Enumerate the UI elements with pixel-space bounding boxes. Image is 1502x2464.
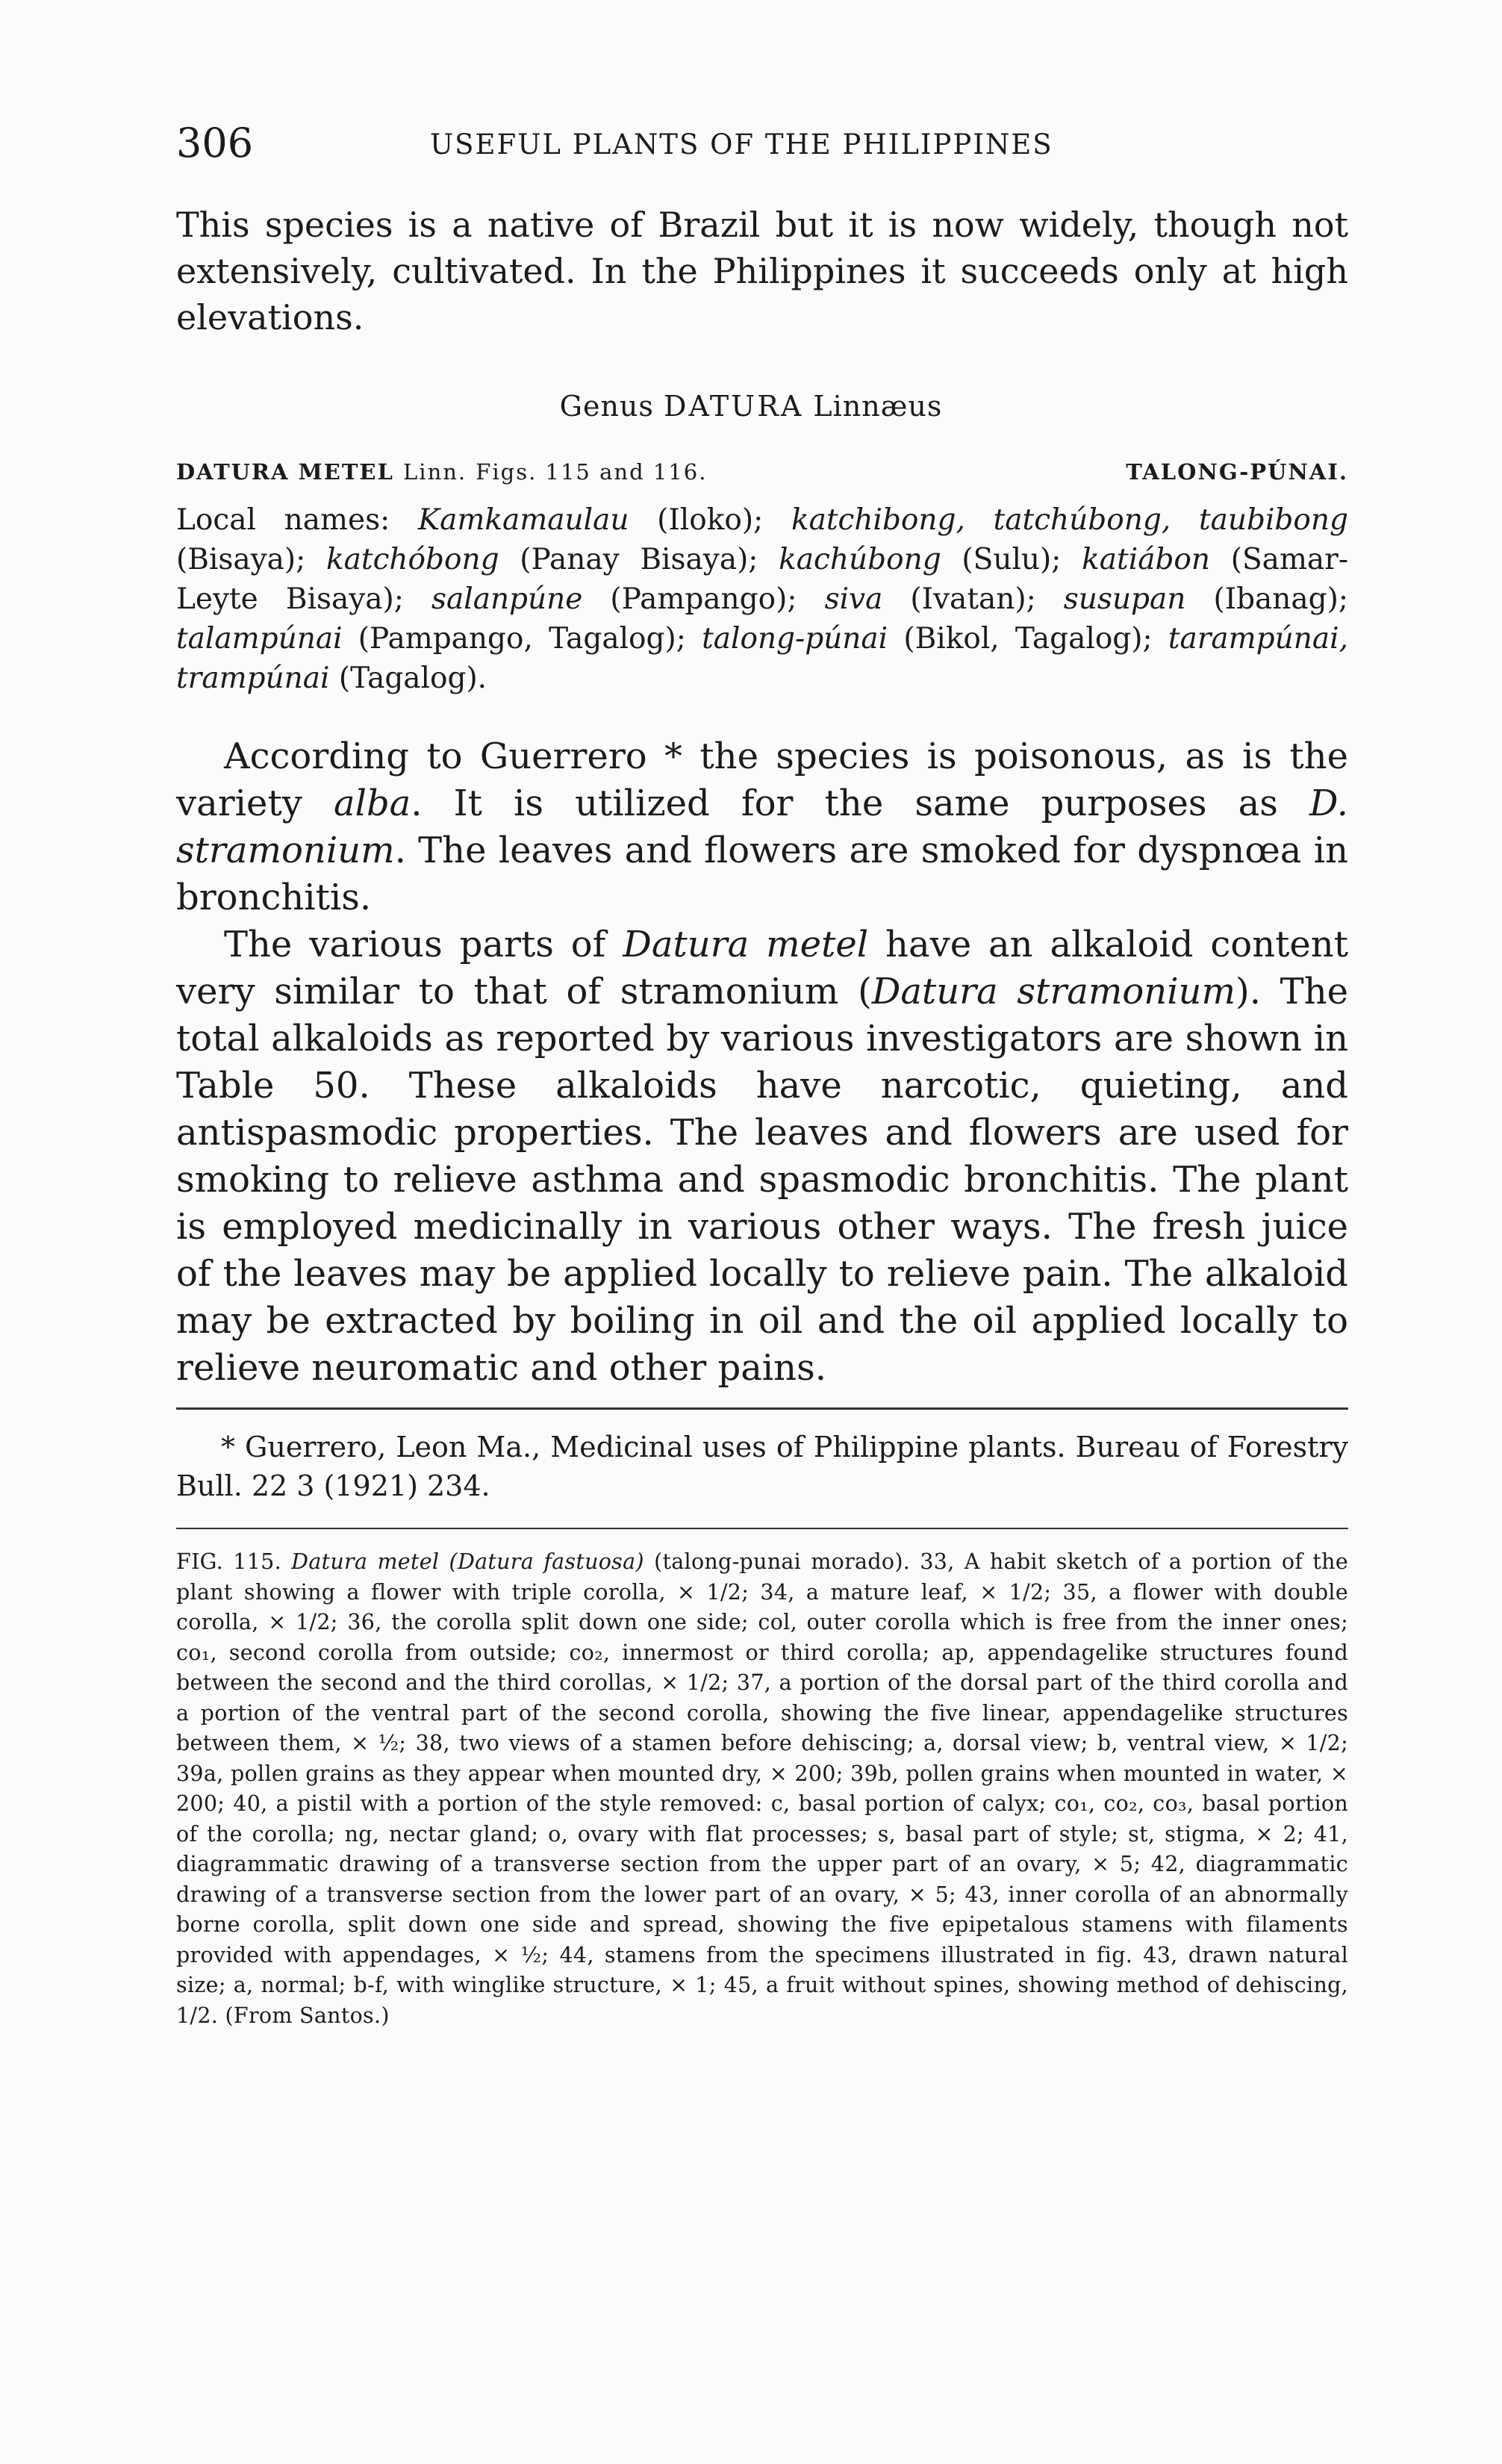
local-name: kachúbong — [779, 543, 941, 576]
caption-species: Datura metel — [291, 1549, 440, 1574]
italic-run: Datura stramonium — [871, 971, 1235, 1012]
figure-caption — [176, 1547, 1348, 2031]
local-name-region: (Tagalog). — [329, 662, 487, 695]
text-run: have an alkaloid content very similar to that of stramonium ( — [176, 924, 1349, 1012]
local-name: katchóbong — [326, 543, 499, 576]
local-name: siva — [824, 582, 883, 616]
genus-author: Linnæus — [813, 390, 943, 423]
text-run: The various parts of — [224, 924, 623, 965]
local-name-region: (Panay Bisaya); — [499, 543, 758, 576]
species-name: DATURA METEL — [176, 459, 394, 485]
text-run: the species is poisonous, as is the variety — [176, 735, 1349, 824]
italic-run: D. stramonium — [176, 783, 1349, 871]
caption-divider — [176, 1528, 1348, 1529]
main-text — [176, 733, 1348, 1392]
local-name: salanpúne — [431, 582, 583, 616]
local-name-region: (Sulu); — [941, 543, 1062, 576]
species-heading — [176, 459, 1348, 497]
italic-run: alba — [333, 783, 411, 824]
local-name: susupan — [1063, 582, 1186, 616]
local-name: katchibong, tatchúbong, taubibong — [791, 503, 1348, 537]
text-run: ). The total alkaloids as reported by various investigators are shown in Table 50. These alkaloids have narcotic, quieting, and antispasmodic properties. The leaves and flowers are used for smoking to relieve asthma and spasmodic bronchitis. The plant is employed medicinally in various other ways. The fresh juice of the leaves may be applied locally to relieve pain. The alkaloid may be extracted by boiling in oil and the oil applied locally to relieve neuromatic and other pains. — [176, 971, 1349, 1389]
running-title: USEFUL PLANTS OF THE PHILIPPINES — [430, 128, 1053, 161]
local-names-label: Local names: — [176, 503, 390, 537]
text-run: . The leaves and flowers are smoked for dyspnœa in bronchitis. — [176, 830, 1348, 918]
page-number: 306 — [176, 119, 254, 167]
local-name: Kamkamaulau — [418, 503, 629, 537]
figure-reference: Figs. 115 and 116. — [476, 459, 708, 485]
species-author: Linn. — [403, 459, 467, 485]
local-name: tarampúnai, trampúnai — [176, 622, 1348, 695]
local-name-region: (Ivatan); — [882, 582, 1036, 616]
common-name: TALONG-PÚNAI. — [1126, 459, 1348, 485]
caption-fig-number: FIG. 115. — [176, 1549, 281, 1574]
text-run: . It is utilized for the same purposes as — [411, 783, 1309, 824]
footnote — [176, 1428, 1348, 1505]
genus-name: DATURA — [664, 390, 804, 423]
local-name-region: (Ibanag); — [1185, 582, 1348, 616]
paragraph-guerrero — [176, 733, 1348, 921]
text-run: According to Guerrero — [224, 735, 647, 777]
caption-synonym: (Datura fastuosa) — [449, 1549, 644, 1574]
local-name-region: (Bisaya); — [176, 543, 306, 576]
local-name-region: (Samar-Leyte Bisaya); — [176, 543, 1348, 616]
footnote-divider — [176, 1407, 1348, 1410]
footnote-mark: * — [646, 735, 700, 777]
page-header — [176, 113, 1341, 181]
local-name: talong-púnai — [702, 622, 888, 656]
local-name: katiábon — [1082, 543, 1211, 576]
footnote-text: * Guerrero, Leon Ma., Medicinal uses of Philippine plants. Bureau of Forestry Bull. 22 3 (1921) 234. — [176, 1431, 1348, 1502]
paragraph-alkaloids — [176, 921, 1348, 1392]
local-name: talampúnai — [176, 622, 343, 656]
italic-run: Datura metel — [623, 924, 869, 965]
local-name-region: (Iloko); — [629, 503, 764, 537]
caption-text: (talong-punai morado). 33, A habit sketch of a portion of the plant showing a flower with triple corolla, × 1/2; 34, a mature leaf, × 1/2; 35, a flower with double corolla, × 1/2; 36, the corolla split down one side; col, outer corolla which is free from the inner ones; co₁, second corolla from outside; co₂, innermost or third corolla; ap, appendagelike structures found between the second and the third corollas, × 1/2; 37, a portion of the dorsal part of the third corolla and a portion of the ventral part of the second corolla, showing the five linear, appendagelike structures between them, × ½; 38, two views of a stamen before dehiscing; a, dorsal view; b, ventral view, × 1/2; 39a, pollen grains as they appear when mounted dry, × 200; 39b, pollen grains when mounted in water, × 200; 40, a pistil with a portion of the style removed: c, basal portion of calyx; co₁, co₂, co₃, basal portion of the corolla; ng, nectar gland; o, ovary with flat processes; s, basal part of style; st, stigma, × 2; 41, diagrammatic drawing of a transverse section from the upper part of an ovary, × 5; 42, diagrammatic drawing of a transverse section from the lower part of an ovary, × 5; 43, inner corolla of an abnormally borne corolla, split down one side and spread, showing the five epipetalous stamens with filaments provided with appendages, × ½; 44, stamens from the specimens illustrated in fig. 43, drawn natural size; a, normal; b-f, with winglike structure, × 1; 45, a fruit without spines, showing method of dehiscing, 1/2. (From Santos.) — [176, 1549, 1348, 2028]
intro-paragraph: This species is a native of Brazil but it is now widely, though not extensively, cultivated. In the Philippines it succeeds only at high elevations. — [176, 205, 1348, 337]
local-name-region: (Bikol, Tagalog); — [888, 622, 1153, 656]
local-name-region: (Pampango, Tagalog); — [342, 622, 686, 656]
genus-heading — [0, 390, 1502, 423]
local-names — [176, 500, 1348, 698]
local-name-region: (Pampango); — [582, 582, 797, 616]
genus-prefix: Genus — [559, 390, 654, 423]
